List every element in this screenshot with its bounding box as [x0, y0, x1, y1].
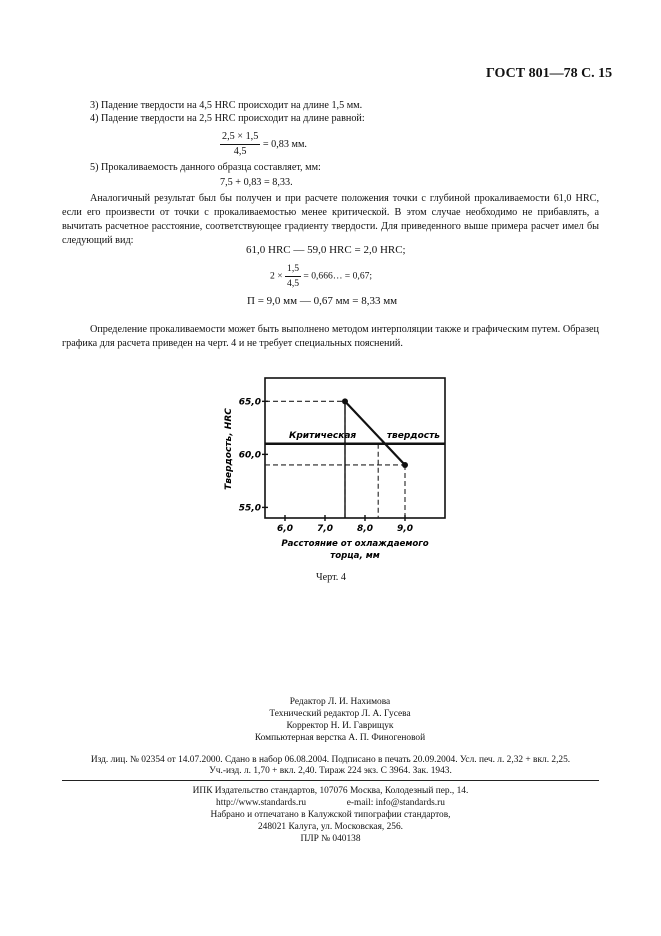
item-5: 5) Прокаливаемость данного образца составляет, мм: — [90, 162, 321, 173]
imprint-divider — [62, 780, 599, 781]
x-tick-label-2: 8,0 — [357, 524, 373, 534]
imprint-pub-2: Уч.-изд. л. 1,70 + вкл. 2,40. Тираж 224 экз. С 3964. Зак. 1943. — [209, 766, 452, 776]
calc-line-2-post: = 0,666… = 0,67; — [303, 270, 373, 282]
plot-frame — [265, 378, 445, 518]
dashed-guides — [265, 401, 405, 518]
imprint-website: http://www.standards.ru — [216, 798, 307, 808]
paragraph-1: Аналогичный результат был бы получен и при расчете положения точки с глубиной прокаливаемости 61,0 HRC, если его произвести от точки с прокаливаемостью менее критической. В этом случае необходимо не прибавлять, а вычитать расчетное расстояние, соответствующее градиенту твердости. Для приведенного выше примера расчет имел бы следующий вид: — [62, 193, 599, 246]
y-axis-label: Твердость, HRC — [224, 408, 234, 490]
calc-line-2-pre: 2 × — [270, 270, 283, 282]
critical-label-left: Критическая — [289, 430, 357, 441]
imprint-pub-6: 248021 Калуга, ул. Московская, 256. — [257, 822, 403, 832]
imprint-corrector: Корректор Н. И. Гаврищук — [286, 721, 394, 731]
formula-1-fraction — [220, 130, 260, 159]
imprint-pub-1: Изд. лиц. № 02354 от 14.07.2000. Сдано в набор 06.08.2004. Подписано в печать 20.09.2004. Усл. печ. л. 2,32 + вкл. 2,25. — [90, 755, 571, 765]
x-tick-label-0: 6,0 — [277, 524, 293, 534]
item-5-equation: 7,5 + 0,83 = 8,33. — [220, 177, 293, 188]
y-tick-label-0: 65,0 — [238, 397, 261, 408]
imprint-layout: Компьютерная верстка А. П. Финогеновой — [254, 733, 426, 743]
imprint-pub-3: ИПК Издательство стандартов, 107076 Москва, Колодезный пер., 14. — [192, 786, 469, 796]
y-tick-label-1: 60,0 — [238, 450, 261, 461]
data-point-1 — [402, 462, 408, 468]
imprint-pub-7: ПЛР № 040138 — [300, 834, 361, 844]
page-header: ГОСТ 801—78 С. 15 — [486, 66, 613, 81]
formula-1 — [220, 130, 307, 159]
calc-line-3: П = 9,0 мм — 0,67 мм = 8,33 мм — [247, 295, 398, 307]
y-axis-ticks — [239, 397, 268, 513]
paragraph-2: Определение прокаливаемости может быть выполнено методом интерполяции также и графическим путем. Образец графика для расчета приведен на черт. 4 и не требует специальных пояснений. — [62, 324, 599, 349]
calc-line-2 — [270, 262, 372, 291]
formula-1-denominator: 4,5 — [233, 146, 247, 157]
critical-hardness-group — [265, 431, 445, 444]
imprint-editor: Редактор Л. И. Нахимова — [289, 697, 391, 707]
calc-line-2-fraction — [285, 262, 301, 291]
data-point-0 — [342, 398, 348, 404]
x-tick-label-1: 7,0 — [317, 524, 333, 534]
figure-caption: Черт. 4 — [316, 572, 346, 583]
item-3: 3) Падение твердости на 4,5 HRC происходит на длине 1,5 мм. — [90, 100, 363, 111]
hardness-chart — [215, 368, 465, 564]
imprint-pub-4 — [140, 798, 521, 810]
y-tick-label-2: 55,0 — [238, 503, 261, 514]
imprint-email: e-mail: info@standards.ru — [346, 798, 445, 808]
formula-1-numerator: 2,5 × 1,5 — [220, 130, 260, 145]
x-axis-label-line-2: торца, мм — [330, 551, 380, 561]
formula-1-result: = 0,83 мм. — [262, 138, 307, 150]
calc-line-2-denominator: 4,5 — [287, 278, 300, 289]
x-axis-label-line-1: Расстояние от охлаждаемого — [281, 539, 429, 549]
calc-line-2-numerator: 1,5 — [285, 262, 301, 277]
calc-line-1: 61,0 HRC — 59,0 HRC = 2,0 HRC; — [246, 244, 406, 256]
imprint-tech-editor: Технический редактор Л. А. Гусева — [269, 709, 411, 719]
imprint-pub-5: Набрано и отпечатано в Калужской типографии стандартов, — [210, 810, 451, 820]
critical-label-right: твердость — [386, 430, 440, 441]
item-4: 4) Падение твердости на 2,5 HRC происходит на длине равной: — [90, 113, 365, 124]
x-tick-label-3: 9,0 — [397, 524, 413, 534]
